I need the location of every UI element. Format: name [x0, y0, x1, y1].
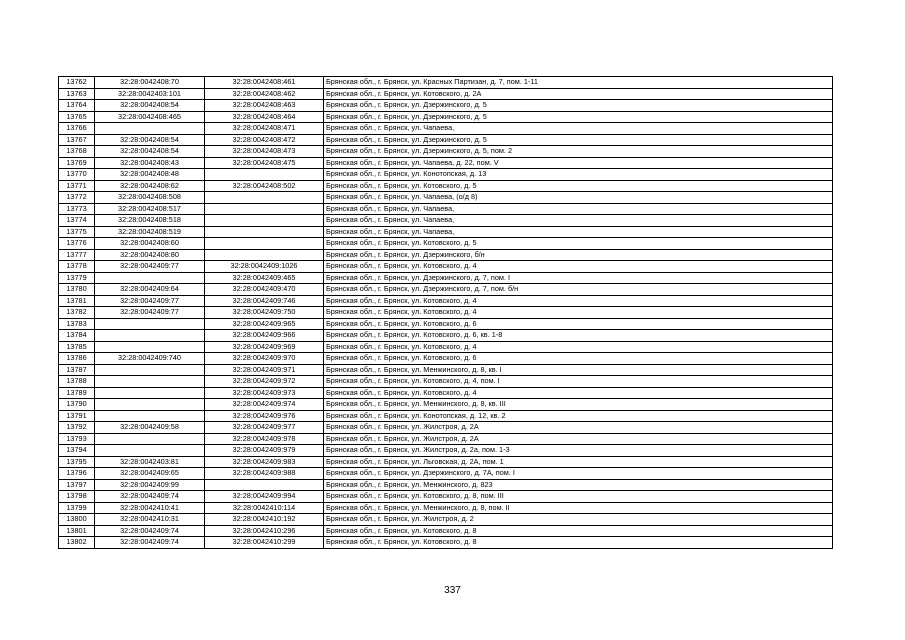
address-cell: Брянская обл., г. Брянск, ул. Менжинского, д. 8, пом. II: [324, 502, 833, 514]
cadastral-number-cell: 32:28:0042408:517: [95, 203, 205, 215]
cadastral-number-cell: 32:28:0042410:41: [95, 502, 205, 514]
row-number-cell: 13787: [59, 364, 95, 376]
table-row: [59, 387, 833, 399]
table-row: [59, 192, 833, 204]
address-cell: Брянская обл., г. Брянск, ул. Котовского, д. 8, пом. III: [324, 491, 833, 503]
table-row: [59, 341, 833, 353]
cadastral-number-2-cell: 32:28:0042408:461: [205, 77, 324, 89]
row-number-cell: 13770: [59, 169, 95, 181]
row-number-cell: 13798: [59, 491, 95, 503]
address-cell: Брянская обл., г. Брянск, ул. Жилстроя, д. 2: [324, 514, 833, 526]
cadastral-number-cell: 32:28:0042408:465: [95, 111, 205, 123]
row-number-cell: 13764: [59, 100, 95, 112]
row-number-cell: 13762: [59, 77, 95, 89]
cadastral-number-cell: 32:28:0042409:77: [95, 307, 205, 319]
cadastral-number-2-cell: [205, 192, 324, 204]
cadastral-number-2-cell: [205, 215, 324, 227]
cadastral-number-2-cell: 32:28:0042409:979: [205, 445, 324, 457]
cadastral-number-2-cell: [205, 238, 324, 250]
address-cell: Брянская обл., г. Брянск, ул. Чапаева, (о/д 8): [324, 192, 833, 204]
cadastral-number-2-cell: 32:28:0042408:475: [205, 157, 324, 169]
table-row: [59, 284, 833, 296]
table-row: [59, 77, 833, 89]
row-number-cell: 13766: [59, 123, 95, 135]
row-number-cell: 13773: [59, 203, 95, 215]
cadastral-number-cell: [95, 433, 205, 445]
cadastral-number-2-cell: 32:28:0042409:988: [205, 468, 324, 480]
cadastral-number-cell: 32:28:0042409:58: [95, 422, 205, 434]
cadastral-number-2-cell: 32:28:0042408:471: [205, 123, 324, 135]
cadastral-number-cell: 32:28:0042409:740: [95, 353, 205, 365]
cadastral-number-2-cell: 32:28:0042409:978: [205, 433, 324, 445]
address-cell: Брянская обл., г. Брянск, ул. Чапаева,: [324, 215, 833, 227]
table-row: [59, 364, 833, 376]
cadastral-number-2-cell: 32:28:0042409:974: [205, 399, 324, 411]
row-number-cell: 13768: [59, 146, 95, 158]
address-cell: Брянская обл., г. Брянск, ул. Конотопская, д. 12, кв. 2: [324, 410, 833, 422]
table-row: [59, 180, 833, 192]
table-row: [59, 353, 833, 365]
table-row: [59, 491, 833, 503]
row-number-cell: 13763: [59, 88, 95, 100]
cadastral-number-cell: 32:28:0042408:54: [95, 100, 205, 112]
row-number-cell: 13788: [59, 376, 95, 388]
cadastral-number-2-cell: 32:28:0042409:977: [205, 422, 324, 434]
cadastral-number-2-cell: 32:28:0042410:296: [205, 525, 324, 537]
row-number-cell: 13780: [59, 284, 95, 296]
cadastral-number-2-cell: 32:28:0042408:464: [205, 111, 324, 123]
address-cell: Брянская обл., г. Брянск, ул. Менжинского, д. 8, кв. III: [324, 399, 833, 411]
page-number: 337: [444, 585, 461, 596]
table-row: [59, 422, 833, 434]
address-cell: Брянская обл., г. Брянск, ул. Конотопская, д. 13: [324, 169, 833, 181]
cadastral-number-cell: [95, 387, 205, 399]
table-row: [59, 134, 833, 146]
table-row: [59, 157, 833, 169]
table-row: [59, 514, 833, 526]
cadastral-number-cell: 32:28:0042409:65: [95, 468, 205, 480]
table-row: [59, 203, 833, 215]
table-row: [59, 295, 833, 307]
address-cell: Брянская обл., г. Брянск, ул. Котовского, д. 4, пом. I: [324, 376, 833, 388]
cadastral-number-2-cell: 32:28:0042410:192: [205, 514, 324, 526]
row-number-cell: 13789: [59, 387, 95, 399]
table-row: [59, 261, 833, 273]
row-number-cell: 13786: [59, 353, 95, 365]
address-cell: Брянская обл., г. Брянск, ул. Жилстроя, д. 2А: [324, 433, 833, 445]
address-cell: Брянская обл., г. Брянск, ул. Чапаева, д. 22, пом. V: [324, 157, 833, 169]
address-cell: Брянская обл., г. Брянск, ул. Чапаева,: [324, 123, 833, 135]
cadastral-number-2-cell: 32:28:0042409:969: [205, 341, 324, 353]
cadastral-number-cell: 32:28:0042409:64: [95, 284, 205, 296]
cadastral-number-2-cell: 32:28:0042410:114: [205, 502, 324, 514]
row-number-cell: 13796: [59, 468, 95, 480]
cadastral-number-cell: [95, 123, 205, 135]
cadastral-number-2-cell: [205, 169, 324, 181]
cadastral-number-2-cell: 32:28:0042409:983: [205, 456, 324, 468]
cadastral-number-cell: 32:28:0042409:74: [95, 491, 205, 503]
table-row: [59, 226, 833, 238]
row-number-cell: 13765: [59, 111, 95, 123]
cadastral-number-cell: [95, 272, 205, 284]
table-row: [59, 479, 833, 491]
table-row: [59, 123, 833, 135]
address-cell: Брянская обл., г. Брянск, ул. Льговская, д. 2А, пом. 1: [324, 456, 833, 468]
address-cell: Брянская обл., г. Брянск, ул. Котовского, д. 6, кв. 1-8: [324, 330, 833, 342]
cadastral-number-cell: 32:28:0042408:62: [95, 180, 205, 192]
cadastral-number-cell: 32:28:0042408:54: [95, 146, 205, 158]
cadastral-number-cell: 32:28:0042408:43: [95, 157, 205, 169]
row-number-cell: 13782: [59, 307, 95, 319]
cadastral-number-cell: 32:28:0042408:60: [95, 238, 205, 250]
address-cell: Брянская обл., г. Брянск, ул. Чапаева,: [324, 203, 833, 215]
address-cell: Брянская обл., г. Брянск, ул. Котовского, д. 5: [324, 238, 833, 250]
row-number-cell: 13784: [59, 330, 95, 342]
cadastral-number-2-cell: [205, 479, 324, 491]
row-number-cell: 13790: [59, 399, 95, 411]
address-cell: Брянская обл., г. Брянск, ул. Котовского, д. 4: [324, 307, 833, 319]
cadastral-number-2-cell: 32:28:0042409:1026: [205, 261, 324, 273]
table-row: [59, 169, 833, 181]
table-row: [59, 146, 833, 158]
address-cell: Брянская обл., г. Брянск, ул. Котовского, д. 8: [324, 525, 833, 537]
table-row: [59, 111, 833, 123]
table-row: [59, 100, 833, 112]
row-number-cell: 13767: [59, 134, 95, 146]
cadastral-number-cell: 32:28:0042408:508: [95, 192, 205, 204]
table-row: [59, 238, 833, 250]
cadastral-number-2-cell: 32:28:0042409:970: [205, 353, 324, 365]
table-row: [59, 88, 833, 100]
address-cell: Брянская обл., г. Брянск, ул. Котовского, д. 5: [324, 180, 833, 192]
address-cell: Брянская обл., г. Брянск, ул. Жилстроя, д. 2а, пом. 1-3: [324, 445, 833, 457]
cadastral-number-cell: [95, 318, 205, 330]
row-number-cell: 13800: [59, 514, 95, 526]
cadastral-number-cell: [95, 341, 205, 353]
cadastral-number-2-cell: 32:28:0042409:465: [205, 272, 324, 284]
address-cell: Брянская обл., г. Брянск, ул. Котовского, д. 4: [324, 387, 833, 399]
address-cell: Брянская обл., г. Брянск, ул. Чапаева,: [324, 226, 833, 238]
address-cell: Брянская обл., г. Брянск, ул. Котовского, д. 4: [324, 341, 833, 353]
cadastral-number-cell: 32:28:0042408:48: [95, 169, 205, 181]
address-cell: Брянская обл., г. Брянск, ул. Котовского, д. 6: [324, 318, 833, 330]
registry-table-body: [59, 77, 833, 549]
table-row: [59, 445, 833, 457]
cadastral-number-2-cell: 32:28:0042409:966: [205, 330, 324, 342]
registry-table: [58, 76, 833, 549]
cadastral-number-cell: 32:28:0042408:80: [95, 249, 205, 261]
address-cell: Брянская обл., г. Брянск, ул. Дзержинского, д. 5: [324, 134, 833, 146]
cadastral-number-2-cell: 32:28:0042408:462: [205, 88, 324, 100]
row-number-cell: 13778: [59, 261, 95, 273]
row-number-cell: 13792: [59, 422, 95, 434]
cadastral-number-cell: 32:28:0042408:518: [95, 215, 205, 227]
address-cell: Брянская обл., г. Брянск, ул. Дзержинского, д. 5, пом. 2: [324, 146, 833, 158]
row-number-cell: 13779: [59, 272, 95, 284]
cadastral-number-cell: [95, 399, 205, 411]
cadastral-number-2-cell: 32:28:0042409:965: [205, 318, 324, 330]
table-row: [59, 330, 833, 342]
table-row: [59, 376, 833, 388]
row-number-cell: 13783: [59, 318, 95, 330]
cadastral-number-2-cell: 32:28:0042409:994: [205, 491, 324, 503]
cadastral-number-2-cell: 32:28:0042409:746: [205, 295, 324, 307]
row-number-cell: 13785: [59, 341, 95, 353]
cadastral-number-2-cell: [205, 249, 324, 261]
row-number-cell: 13771: [59, 180, 95, 192]
cadastral-number-2-cell: 32:28:0042409:470: [205, 284, 324, 296]
table-row: [59, 272, 833, 284]
address-cell: Брянская обл., г. Брянск, ул. Дзержинского, б/н: [324, 249, 833, 261]
row-number-cell: 13802: [59, 537, 95, 549]
table-row: [59, 433, 833, 445]
table-row: [59, 502, 833, 514]
cadastral-number-2-cell: 32:28:0042408:463: [205, 100, 324, 112]
cadastral-number-2-cell: 32:28:0042409:976: [205, 410, 324, 422]
cadastral-number-cell: [95, 410, 205, 422]
cadastral-number-2-cell: 32:28:0042408:502: [205, 180, 324, 192]
table-row: [59, 537, 833, 549]
row-number-cell: 13777: [59, 249, 95, 261]
row-number-cell: 13772: [59, 192, 95, 204]
address-cell: Брянская обл., г. Брянск, ул. Красных Партизан, д. 7, пом. 1-11: [324, 77, 833, 89]
cadastral-number-cell: 32:28:0042408:54: [95, 134, 205, 146]
table-row: [59, 399, 833, 411]
cadastral-number-cell: [95, 364, 205, 376]
row-number-cell: 13795: [59, 456, 95, 468]
cadastral-number-2-cell: 32:28:0042409:750: [205, 307, 324, 319]
row-number-cell: 13799: [59, 502, 95, 514]
cadastral-number-cell: 32:28:0042403:101: [95, 88, 205, 100]
cadastral-number-cell: 32:28:0042409:77: [95, 261, 205, 273]
cadastral-number-cell: [95, 330, 205, 342]
cadastral-number-cell: [95, 376, 205, 388]
row-number-cell: 13791: [59, 410, 95, 422]
cadastral-number-2-cell: 32:28:0042409:972: [205, 376, 324, 388]
table-row: [59, 318, 833, 330]
table-row: [59, 456, 833, 468]
cadastral-number-2-cell: 32:28:0042409:973: [205, 387, 324, 399]
address-cell: Брянская обл., г. Брянск, ул. Менжинского, д. 823: [324, 479, 833, 491]
table-row: [59, 307, 833, 319]
table-row: [59, 215, 833, 227]
cadastral-number-2-cell: [205, 203, 324, 215]
address-cell: Брянская обл., г. Брянск, ул. Котовского, д. 4: [324, 295, 833, 307]
address-cell: Брянская обл., г. Брянск, ул. Менжинского, д. 8, кв. I: [324, 364, 833, 376]
cadastral-number-cell: 32:28:0042408:519: [95, 226, 205, 238]
address-cell: Брянская обл., г. Брянск, ул. Котовского, д. 6: [324, 353, 833, 365]
row-number-cell: 13801: [59, 525, 95, 537]
address-cell: Брянская обл., г. Брянск, ул. Дзержинского, д. 7, пом. б/н: [324, 284, 833, 296]
address-cell: Брянская обл., г. Брянск, ул. Котовского, д. 2А: [324, 88, 833, 100]
cadastral-number-cell: 32:28:0042409:99: [95, 479, 205, 491]
cadastral-number-cell: 32:28:0042403:81: [95, 456, 205, 468]
address-cell: Брянская обл., г. Брянск, ул. Котовского, д. 8: [324, 537, 833, 549]
row-number-cell: 13793: [59, 433, 95, 445]
cadastral-number-2-cell: 32:28:0042408:472: [205, 134, 324, 146]
cadastral-number-cell: 32:28:0042409:74: [95, 537, 205, 549]
address-cell: Брянская обл., г. Брянск, ул. Дзержинского, д. 5: [324, 100, 833, 112]
cadastral-number-2-cell: 32:28:0042409:971: [205, 364, 324, 376]
row-number-cell: 13797: [59, 479, 95, 491]
row-number-cell: 13775: [59, 226, 95, 238]
address-cell: Брянская обл., г. Брянск, ул. Котовского, д. 4: [324, 261, 833, 273]
row-number-cell: 13774: [59, 215, 95, 227]
cadastral-number-cell: 32:28:0042409:74: [95, 525, 205, 537]
cadastral-number-2-cell: 32:28:0042410:299: [205, 537, 324, 549]
cadastral-number-cell: 32:28:0042409:77: [95, 295, 205, 307]
address-cell: Брянская обл., г. Брянск, ул. Дзержинского, д. 7А, пом. I: [324, 468, 833, 480]
table-row: [59, 249, 833, 261]
cadastral-number-2-cell: 32:28:0042408:473: [205, 146, 324, 158]
cadastral-number-cell: 32:28:0042408:70: [95, 77, 205, 89]
table-row: [59, 525, 833, 537]
address-cell: Брянская обл., г. Брянск, ул. Жилстроя, д. 2А: [324, 422, 833, 434]
row-number-cell: 13769: [59, 157, 95, 169]
row-number-cell: 13781: [59, 295, 95, 307]
cadastral-number-cell: 32:28:0042410:31: [95, 514, 205, 526]
address-cell: Брянская обл., г. Брянск, ул. Дзержинского, д. 5: [324, 111, 833, 123]
cadastral-number-2-cell: [205, 226, 324, 238]
table-row: [59, 410, 833, 422]
row-number-cell: 13794: [59, 445, 95, 457]
row-number-cell: 13776: [59, 238, 95, 250]
table-row: [59, 468, 833, 480]
cadastral-number-cell: [95, 445, 205, 457]
address-cell: Брянская обл., г. Брянск, ул. Дзержинского, д. 7, пом. I: [324, 272, 833, 284]
